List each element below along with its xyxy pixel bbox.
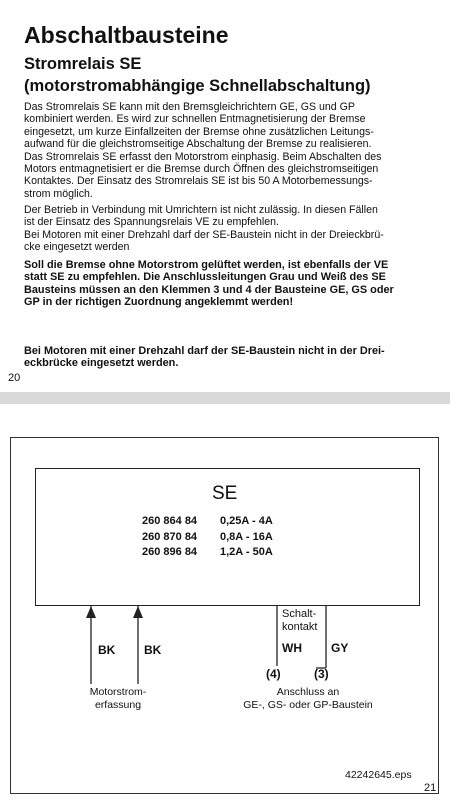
caption-motor-current <box>64 686 172 712</box>
page-divider <box>0 392 450 404</box>
file-name: 42242645.eps <box>345 769 412 781</box>
paragraph-converter <box>24 204 432 254</box>
caption-line: Anschluss an <box>276 686 340 698</box>
wiring-lines <box>0 404 450 809</box>
wire-label-wh: WH <box>282 641 302 655</box>
text-line: cke eingesetzt werden <box>24 241 130 254</box>
wire-label-gy: GY <box>331 641 349 655</box>
caption-connection <box>220 686 396 712</box>
arrow-up-icon <box>133 606 143 618</box>
text-line: eckbrücke eingesetzt werden. <box>24 357 179 370</box>
text-line: strom möglich. <box>24 187 93 200</box>
contact-label-1: Schalt- <box>282 608 317 620</box>
paragraph-intro <box>24 101 432 200</box>
text-line: Der Betrieb in Verbindung mit Umrichtern ist nicht zulässig. In diesen Fällen <box>24 204 378 216</box>
variant-range: 0,25A - 4A <box>220 515 273 527</box>
section-subtitle: (motorstromabhängige Schnellabschaltung) <box>24 77 371 95</box>
text-line: eingesetzt, um kurze Einfallzeiten der Bremse ohne zusätzlichen Leitungs- <box>24 125 374 138</box>
text-line: statt SE zu empfehlen. Die Anschlussleitungen Grau und Weiß des SE <box>24 271 386 284</box>
text-line: Bei Motoren mit einer Drehzahl darf der SE-Baustein nicht in der Drei- <box>24 345 385 357</box>
arrow-up-icon <box>86 606 96 618</box>
text-line: Soll die Bremse ohne Motorstrom gelüftet werden, ist ebenfalls der VE <box>24 259 389 271</box>
wire-label-bk-1: BK <box>98 643 116 657</box>
text-line: Das Stromrelais SE erfasst den Motorstrom einphasig. Beim Abschalten des <box>24 150 382 163</box>
variant-code: 260 870 84 <box>142 531 198 543</box>
page-number-left: 20 <box>8 372 21 384</box>
caption-line: GE-, GS- oder GP-Baustein <box>243 699 373 711</box>
warning-paragraph <box>24 259 432 309</box>
text-line: Motors entmagnetisiert er die Bremse durch Öffnen des gleichstromseitigen <box>24 163 379 176</box>
variant-code: 260 864 84 <box>142 515 198 527</box>
page-title: Abschaltbausteine <box>24 22 229 48</box>
section-title: Stromrelais SE <box>24 55 142 73</box>
text-line: kombiniert werden. Es wird zur schnellen Entmagnetisierung der Bremse <box>24 113 366 126</box>
text-line: ist der Einsatz des Spannungsrelais VE zu empfehlen. <box>24 216 279 229</box>
text-line: Das Stromrelais SE kann mit den Bremsgleichrichtern GE, GS und GP <box>24 101 355 113</box>
caption-line: erfassung <box>94 699 142 711</box>
contact-label-2: kontakt <box>282 621 318 633</box>
terminal-4: (4) <box>266 667 281 681</box>
variant-code: 260 896 84 <box>142 546 198 558</box>
device-name: SE <box>212 483 238 504</box>
caption-line: Motorstrom- <box>89 686 147 698</box>
text-line: Bausteins müssen an den Klemmen 3 und 4 der Bausteine GE, GS oder <box>24 283 394 296</box>
wire-label-bk-2: BK <box>144 643 162 657</box>
page-number-right: 21 <box>424 782 437 794</box>
text-line: aufwand für die gleichstromseitige Abschaltung der Bremse zu realisieren. <box>24 138 372 151</box>
warning-paragraph-2 <box>24 345 432 370</box>
text-line: Bei Motoren mit einer Drehzahl darf der SE-Baustein nicht in der Dreieckbrü- <box>24 228 384 241</box>
variant-range: 1,2A - 50A <box>220 546 273 558</box>
text-line: GP in der richtigen Zuordnung angeklemmt werden! <box>24 296 294 309</box>
terminal-3: (3) <box>314 667 329 681</box>
variant-range: 0,8A - 16A <box>220 531 273 543</box>
text-line: Kontaktes. Der Einsatz des Stromrelais SE ist bis 50 A Motorbemessungs- <box>24 175 373 188</box>
